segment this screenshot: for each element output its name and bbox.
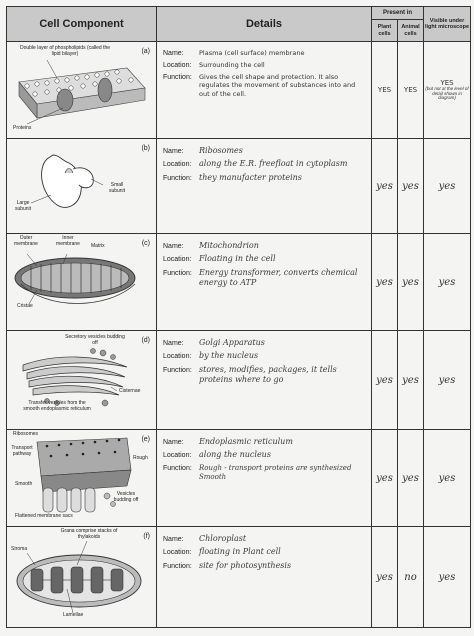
diagram-label: Transport pathway	[11, 445, 33, 457]
diagram-label: Vesicles budding off	[113, 491, 139, 503]
diagram-label: Inner membrane	[56, 235, 80, 247]
details-mitochondrion: Name: Mitochondrion Location: Floating in the cell Function: Energy transformer, converts chemical energy to ATP	[157, 234, 372, 331]
diagram-label: Small subunit	[108, 182, 126, 194]
cell-component-table	[6, 6, 471, 628]
plant-answer: yes	[372, 430, 398, 527]
diagram-label: Lamellae	[63, 612, 84, 618]
diagram-label: Secretory vesicles budding off	[65, 334, 125, 346]
diagram-plasma-membrane	[7, 42, 157, 139]
details-chloroplast: Name: Chloroplast Location: floating in Plant cell Function: site for photosynthesis	[157, 527, 372, 628]
diagram-label: Transfer vesicles from the smooth endoplasmic reticulum	[23, 400, 91, 412]
name-value: Chloroplast	[199, 534, 247, 543]
diagram-label: Cisternae	[119, 388, 141, 394]
diagram-label: Large subunit	[14, 200, 32, 212]
function-value: stores, modifies, packages, it tells proteins where to go	[199, 364, 337, 385]
header-animal-cells: Animal cells	[398, 20, 424, 42]
function-value: they manufacter proteins	[199, 172, 302, 182]
diagram-label: Outer membrane	[14, 235, 38, 247]
visible-answer: yes	[424, 430, 471, 527]
row-letter: (d)	[141, 337, 150, 344]
diagram-ribosome	[7, 139, 157, 234]
row-letter: (b)	[141, 145, 150, 152]
function-value: Rough - transport proteins are synthesized Smooth	[199, 463, 352, 481]
diagram-label: Smooth	[15, 481, 33, 487]
location-value: by the nucleus	[199, 351, 259, 361]
location-value: along the E.R. freefloat in cytoplasm	[199, 159, 348, 169]
animal-answer: YES	[398, 42, 424, 139]
table-row	[7, 527, 471, 628]
diagram-label: Stroma	[11, 546, 28, 552]
diagram-label: Grana comprise stacks of thylakoids	[60, 528, 118, 540]
visible-answer: yes	[424, 527, 471, 628]
name-value: Mitochondrion	[199, 241, 259, 250]
animal-answer: yes	[398, 234, 424, 331]
location-value: along the nucleus	[199, 450, 271, 460]
location-value: Floating in the cell	[199, 254, 276, 264]
row-letter: (f)	[143, 533, 150, 540]
diagram-label: Ribosomes	[13, 431, 39, 437]
name-value: Ribosomes	[199, 146, 243, 155]
header-visible-microscope: Visible under light microscope	[424, 7, 471, 42]
diagram-er	[7, 430, 157, 527]
visible-answer: yes	[424, 331, 471, 430]
animal-answer: yes	[398, 331, 424, 430]
row-letter: (e)	[141, 436, 150, 443]
mitochondrion-illustration	[7, 234, 157, 330]
diagram-label: Proteins	[13, 125, 32, 131]
row-letter: (c)	[141, 240, 150, 247]
table-row	[7, 430, 471, 527]
diagram-mitochondrion	[7, 234, 157, 331]
diagram-label: Cristae	[17, 303, 33, 309]
row-letter: (a)	[141, 48, 150, 55]
diagram-label: Double layer of phospholipids (called the lipid bilayer)	[19, 45, 111, 57]
function-value: site for photosynthesis	[199, 560, 292, 570]
name-value: Golgi Apparatus	[199, 338, 265, 347]
plant-answer: yes	[372, 234, 398, 331]
header-details: Details	[157, 7, 372, 42]
plant-answer: yes	[372, 331, 398, 430]
plant-answer: yes	[372, 527, 398, 628]
function-value: Gives the cell shape and protection. It also regulates the movement of substances into and out of the cell.	[199, 72, 356, 99]
name-value: Plasma (cell surface) membrane	[199, 49, 305, 57]
table-row	[7, 139, 471, 234]
details-ribosomes: Name: Ribosomes Location: along the E.R. freefloat in cytoplasm Function: they manufacter proteins	[157, 139, 372, 234]
plant-answer: yes	[372, 139, 398, 234]
animal-answer: yes	[398, 139, 424, 234]
table-row	[7, 331, 471, 430]
diagram-label: Flattened membrane sacs	[15, 513, 73, 519]
diagram-chloroplast	[7, 527, 157, 628]
location-value: floating in Plant cell	[199, 547, 281, 557]
location-value: Surrounding the cell	[199, 60, 265, 69]
animal-answer: no	[398, 527, 424, 628]
diagram-label: Matrix	[91, 243, 105, 249]
animal-answer: yes	[398, 430, 424, 527]
ribosome-illustration	[7, 139, 157, 233]
table-row	[7, 234, 471, 331]
header-plant-cells: Plant cells	[372, 20, 398, 42]
worksheet	[6, 6, 470, 632]
diagram-golgi	[7, 331, 157, 430]
header-present-in: Present in	[372, 7, 424, 20]
visible-answer: YES (but not at the level of detail shown in diagram)	[424, 42, 471, 139]
plant-answer: YES	[372, 42, 398, 139]
name-value: Endoplasmic reticulum	[199, 437, 293, 446]
details-plasma-membrane: Name: Plasma (cell surface) membrane Location: Surrounding the cell Function: Gives the cell shape and protection. It also regulates the movement of substances into and out of the cell.	[157, 42, 372, 139]
diagram-label: Rough	[133, 455, 148, 461]
visible-note: (but not at the level of detail shown in diagram)	[425, 85, 469, 101]
header-cell-component: Cell Component	[7, 7, 157, 42]
visible-answer: yes	[424, 234, 471, 331]
visible-answer: yes	[424, 139, 471, 234]
details-er: Name: Endoplasmic reticulum Location: along the nucleus Function: Rough - transport proteins are synthesized Smooth	[157, 430, 372, 527]
details-golgi: Name: Golgi Apparatus Location: by the nucleus Function: stores, modifies, packages, it tells proteins where to go	[157, 331, 372, 430]
function-value: Energy transformer, converts chemical energy to ATP	[199, 267, 358, 288]
table-row	[7, 42, 471, 139]
